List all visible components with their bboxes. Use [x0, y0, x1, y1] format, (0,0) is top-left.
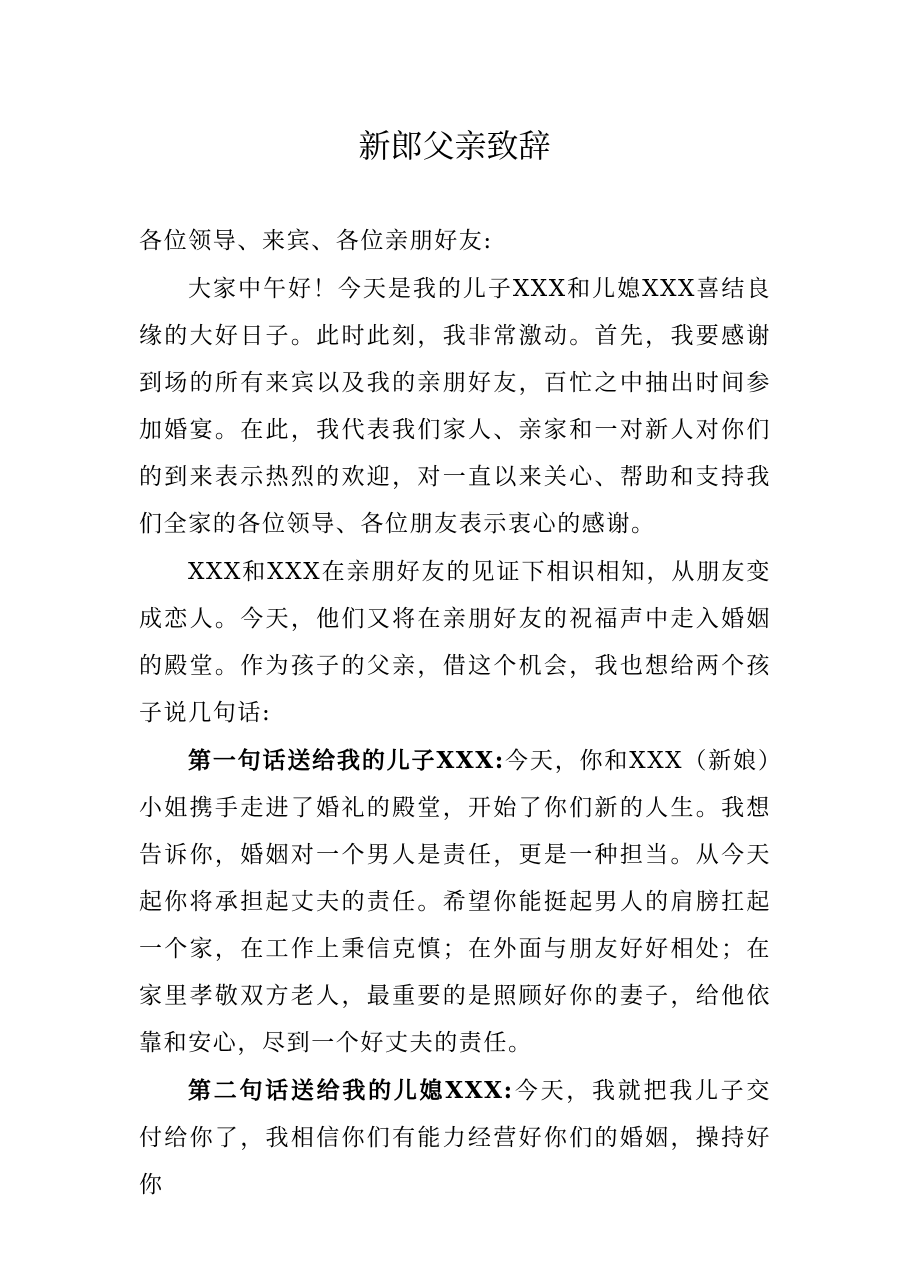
document-title: 新郎父亲致辞: [358, 127, 551, 165]
paragraph-text: 今天，你和XXX（新娘）小姐携手走进了婚礼的殿堂，开始了你们新的人生。我想告诉你，婚姻对一个男人是责任，更是一种担当。从今天起你将承担起丈夫的责任。希望你能挺起男人的肩膀扛起一个家，在工作上秉信克慎；在外面与朋友好好相处；在家里孝敬双方老人，最重要的是照顾好你的妻子，给他依靠和安心，尽到一个好丈夫的责任。: [139, 748, 771, 1056]
paragraph-to-son: [139, 737, 771, 1067]
paragraph-lead: 第二句话送给我的儿媳XXX:: [188, 1077, 514, 1104]
document-body: [139, 218, 771, 1209]
paragraph-text: XXX和XXX在亲朋好友的见证下相识相知，从朋友变成恋人。今天，他们又将在亲朋好友的祝福声中走入婚姻的殿堂。作为孩子的父亲，借这个机会，我也想给两个孩子说几句话:: [139, 559, 771, 726]
paragraph-greeting: [139, 265, 771, 548]
salutation: 各位领导、来宾、各位亲朋好友:: [139, 228, 493, 254]
paragraph-to-daughter-in-law: [139, 1067, 771, 1209]
paragraph-introduction: [139, 548, 771, 737]
paragraph-lead: 第一句话送给我的儿子XXX:: [188, 747, 505, 774]
paragraph-text: 今天，我就把我儿子交付给你了，我相信你们有能力经营好你们的婚姻，操持好你: [139, 1078, 772, 1198]
paragraph-text: 大家中午好！今天是我的儿子XXX和儿媳XXX喜结良缘的大好日子。此时此刻，我非常激动。首先，我要感谢到场的所有来宾以及我的亲朋好友，百忙之中抽出时间参加婚宴。在此，我代表我们家人、亲家和一对新人对你们的到来表示热烈的欢迎，对一直以来关心、帮助和支持我们全家的各位领导、各位朋友表示衷心的感谢。: [139, 276, 771, 537]
